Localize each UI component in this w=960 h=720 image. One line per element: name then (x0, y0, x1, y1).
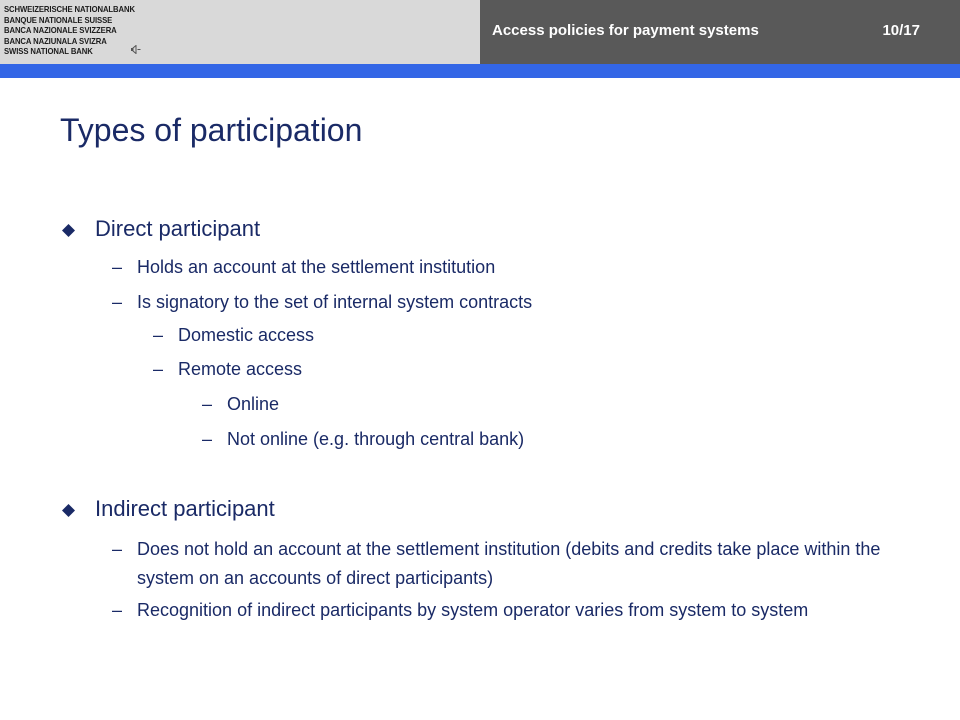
logo-line: BANQUE NATIONALE SUISSE (4, 14, 113, 25)
dash-marker: – (153, 325, 164, 345)
diamond-bullet-icon (62, 504, 75, 517)
list-item (202, 390, 852, 419)
list-item-text: Not online (e.g. through central bank) (227, 429, 525, 449)
dash-marker: – (112, 257, 123, 277)
section-heading: Direct participant (95, 216, 261, 241)
list-item (112, 535, 912, 593)
header-title-area (480, 0, 960, 64)
section-heading: Indirect participant (95, 496, 275, 521)
logo-line: SWISS NATIONAL BANK (4, 46, 93, 57)
presentation-title: Access policies for payment systems (492, 22, 759, 39)
list-item (112, 596, 912, 625)
logo-line: BANCA NAZIONALE SVIZZERA (4, 25, 117, 36)
dash-marker: – (112, 292, 123, 312)
page-indicator: 10/17 (882, 22, 920, 39)
list-item-text: Recognition of indirect participants by system operator varies from system to system (137, 600, 809, 620)
list-item (153, 355, 853, 384)
list-item-text: Domestic access (178, 325, 315, 345)
list-item-text: Is signatory to the set of internal system contracts (137, 292, 533, 312)
snb-logo (0, 0, 480, 64)
list-item (153, 321, 853, 350)
list-item-text: Online (227, 394, 280, 414)
slide-header (0, 0, 960, 64)
diamond-bullet-icon (62, 224, 75, 237)
dash-marker: – (153, 359, 164, 379)
list-item-text: Remote access (178, 359, 303, 379)
list-item (112, 253, 912, 282)
dash-marker: – (112, 539, 123, 559)
slide-title: Types of participation (60, 112, 363, 148)
dash-marker: – (112, 600, 123, 620)
list-item-text: Does not hold an account at the settlement institution (debits and credits take place within the system on an accounts of direct participants) (137, 539, 881, 588)
logo-line: SCHWEIZERISCHE NATIONALBANK (4, 4, 135, 14)
list-item (112, 288, 912, 317)
list-item (202, 425, 852, 454)
dash-marker: – (202, 429, 213, 449)
accent-bar (0, 64, 960, 78)
dash-marker: – (202, 394, 213, 414)
logo-line: BANCA NAZIUNALA SVIZRA (4, 35, 107, 46)
list-item-text: Holds an account at the settlement institution (137, 257, 496, 277)
speaker-icon (131, 45, 141, 54)
